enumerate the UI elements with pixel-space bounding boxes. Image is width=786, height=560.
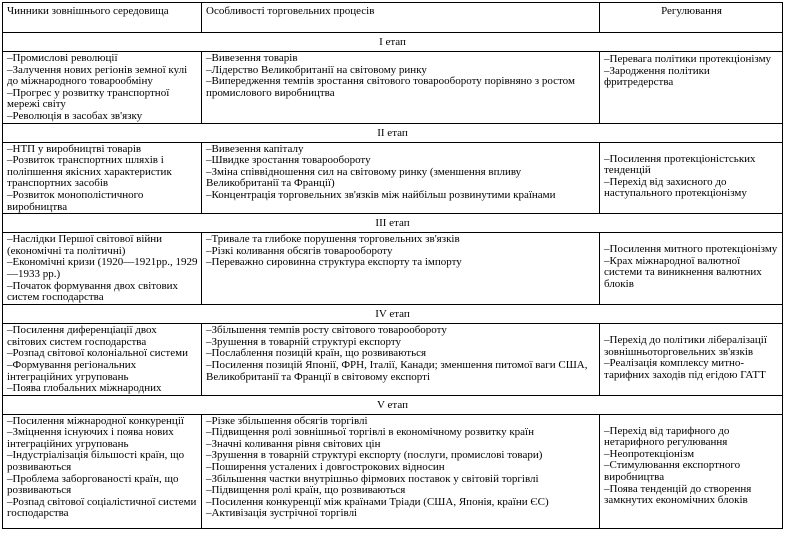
list-item: –Активізація зустрічної торгівлі	[206, 507, 358, 520]
stage-title: IV етап	[3, 305, 783, 324]
list-item: –Послаблення позицій країн, що розвиваються	[206, 347, 427, 360]
list-item: –Наслідки Першої світової війни (економічні та політичні)	[7, 233, 163, 257]
header-factors: Чинники зовнішнього середовища	[3, 3, 202, 33]
stage-title: II етап	[3, 123, 783, 142]
list-item: –Посилення конкуренції між країнами Тріади (США, Японія, країни ЄС)	[206, 495, 549, 508]
processes-cell	[202, 52, 600, 124]
regulation-list	[604, 416, 779, 507]
processes-cell	[202, 414, 600, 528]
stage-content-row	[3, 233, 783, 305]
list-item: –Залучення нових регіонів земної кулі до міжнародного товарообміну	[7, 63, 188, 88]
list-item: –Збільшення частки внутрішньо фірмових поставок у світовій торгівлі	[206, 472, 539, 485]
factors-list	[7, 325, 198, 395]
regulation-cell	[600, 414, 783, 528]
stage-header-row	[3, 123, 783, 142]
stage-content-row	[3, 414, 783, 528]
list-item: –Початок формування двох світових систем господарства	[7, 279, 179, 304]
list-item: –НТП у виробництві товарів	[7, 142, 142, 155]
list-item: –Концентрація торговельних зв'язків між найбільш розвинутими країнами	[206, 188, 556, 201]
factors-cell	[3, 233, 202, 305]
factors-cell	[3, 142, 202, 214]
list-item: –Індустріалізація більшості країн, що розвиваються	[7, 449, 185, 474]
list-item: –Розпад світової соціалістичної системи господарства	[7, 495, 197, 520]
factors-list	[7, 144, 198, 214]
list-item: –Економічні кризи (1920—1921рр., 1929—1933 рр.)	[7, 256, 198, 280]
list-item: –Перехід від захисного до наступального протекціонізму	[604, 175, 747, 200]
list-item: –Зрушення в товарній структурі експорту	[206, 335, 402, 348]
stage-content-row	[3, 324, 783, 396]
processes-list	[206, 325, 596, 383]
list-item: –Тривале та глибоке порушення торговельних зв'язків	[206, 233, 460, 246]
regulation-cell	[600, 142, 783, 214]
processes-list	[206, 144, 596, 202]
list-item: –Зародження політики фритредерства	[604, 64, 710, 89]
trade-stages-table	[2, 2, 783, 529]
list-item: –Вивезення товарів	[206, 52, 298, 64]
factors-cell	[3, 52, 202, 124]
regulation-list	[604, 234, 779, 290]
list-item: –Реалізація комплексу митно-тарифних заходів під егідою ГАТТ	[604, 357, 766, 381]
factors-list	[7, 416, 198, 520]
list-item: –Зрушення в товарній структурі експорту (послуги, промислові товари)	[206, 449, 543, 462]
list-item: –Вивезення капіталу	[206, 142, 304, 155]
list-item: –Поширення усталених і довгострокових відносин	[206, 461, 445, 474]
header-regulation: Регулювання	[600, 3, 783, 33]
list-item: –Переважно сировинна структура експорту та імпорту	[206, 256, 462, 269]
stage-title: III етап	[3, 214, 783, 233]
list-item: –Стимулювання експортного виробництва	[604, 459, 741, 484]
list-item: –Прогрес у розвитку транспортної мережі світу	[7, 86, 170, 111]
list-item: –Поява глобальних міжнародних	[7, 382, 162, 395]
list-item: –Перевага політики протекціонізму	[604, 53, 772, 65]
list-item: –Перехід від тарифного до нетарифного регулювання	[604, 424, 730, 449]
list-item: –Поява тенденцій до створення замкнутих економічних блоків	[604, 482, 752, 507]
processes-cell	[202, 324, 600, 396]
list-item: –Неопротекціонізм	[604, 447, 695, 460]
list-item: –Проблема заборгованості країн, що розвиваються	[7, 472, 179, 497]
stage-title: I етап	[3, 33, 783, 52]
stage-title: V етап	[3, 395, 783, 414]
list-item: –Розвиток транспортних шляхів і поліпшення якісних характеристик транспортних засобів	[7, 154, 172, 190]
factors-cell	[3, 414, 202, 528]
list-item: –Зміна співвідношення сил на світовому ринку (зменшення впливу Великобританії та Франції)	[206, 165, 522, 190]
list-item: –Розпад світової колоніальної системи	[7, 347, 188, 360]
regulation-cell	[600, 52, 783, 124]
regulation-cell	[600, 324, 783, 396]
regulation-list	[604, 144, 779, 200]
list-item: –Крах міжнародної валютної системи та виникнення валютних блоків	[604, 254, 762, 290]
list-item: –Посилення позицій Японії, ФРН, Італії, Канади; зменшення питомої ваги США, Великобританії та Франції в світовому експорті	[206, 358, 588, 383]
processes-list	[206, 234, 596, 269]
table-body	[3, 3, 783, 529]
stage-header-row	[3, 395, 783, 414]
processes-cell	[202, 233, 600, 305]
processes-list	[206, 53, 596, 99]
list-item: –Посилення протекціоністських тенденцій	[604, 152, 756, 177]
header-processes: Особливості торговельних процесів	[202, 3, 600, 33]
list-item: –Перехід до політики лібералізації зовнішньоторговельних зв'язків	[604, 334, 767, 358]
list-item: –Підвищення ролі країн, що розвиваються	[206, 484, 406, 497]
stage-content-row	[3, 142, 783, 214]
factors-cell	[3, 324, 202, 396]
list-item: –Посилення міжнародної конкуренції	[7, 414, 184, 427]
processes-list	[206, 416, 596, 520]
list-item: –Випередження темпів зростання світового товарообороту порівняно з ростом промислового виробництва	[206, 75, 575, 99]
list-item: –Збільшення темпів росту світового товарообороту	[206, 324, 447, 337]
factors-list	[7, 53, 198, 123]
stage-header-row	[3, 305, 783, 324]
list-item: –Формування регіональних інтеграційних угруповань	[7, 358, 137, 383]
list-item: –Посилення диференціації двох світових систем господарства	[7, 324, 157, 348]
list-item: –Підвищення ролі зовнішньої торгівлі в економічному розвитку країн	[206, 426, 535, 439]
factors-list	[7, 234, 198, 304]
list-item: –Різкі коливання обсягів товарообороту	[206, 244, 393, 257]
header-row	[3, 3, 783, 33]
stage-header-row	[3, 214, 783, 233]
list-item: –Значні коливання рівня світових цін	[206, 437, 381, 450]
regulation-list	[604, 325, 779, 381]
list-item: –Різке збільшення обсягів торгівлі	[206, 414, 368, 427]
list-item: –Лідерство Великобританії на світовому ринку	[206, 63, 427, 76]
list-item: –Швидке зростання товарообороту	[206, 154, 371, 167]
processes-cell	[202, 142, 600, 214]
list-item: –Промислові революції	[7, 52, 118, 64]
regulation-cell	[600, 233, 783, 305]
stage-content-row	[3, 52, 783, 124]
stage-header-row	[3, 33, 783, 52]
list-item: –Розвиток монополістичного виробництва	[7, 188, 144, 213]
list-item: –Посилення митного протекціонізму	[604, 243, 778, 256]
list-item: –Зміцнення існуючих і поява нових інтеграційних угруповань	[7, 426, 174, 450]
list-item: –Революція в засобах зв'язку	[7, 109, 143, 122]
regulation-list	[604, 53, 779, 89]
